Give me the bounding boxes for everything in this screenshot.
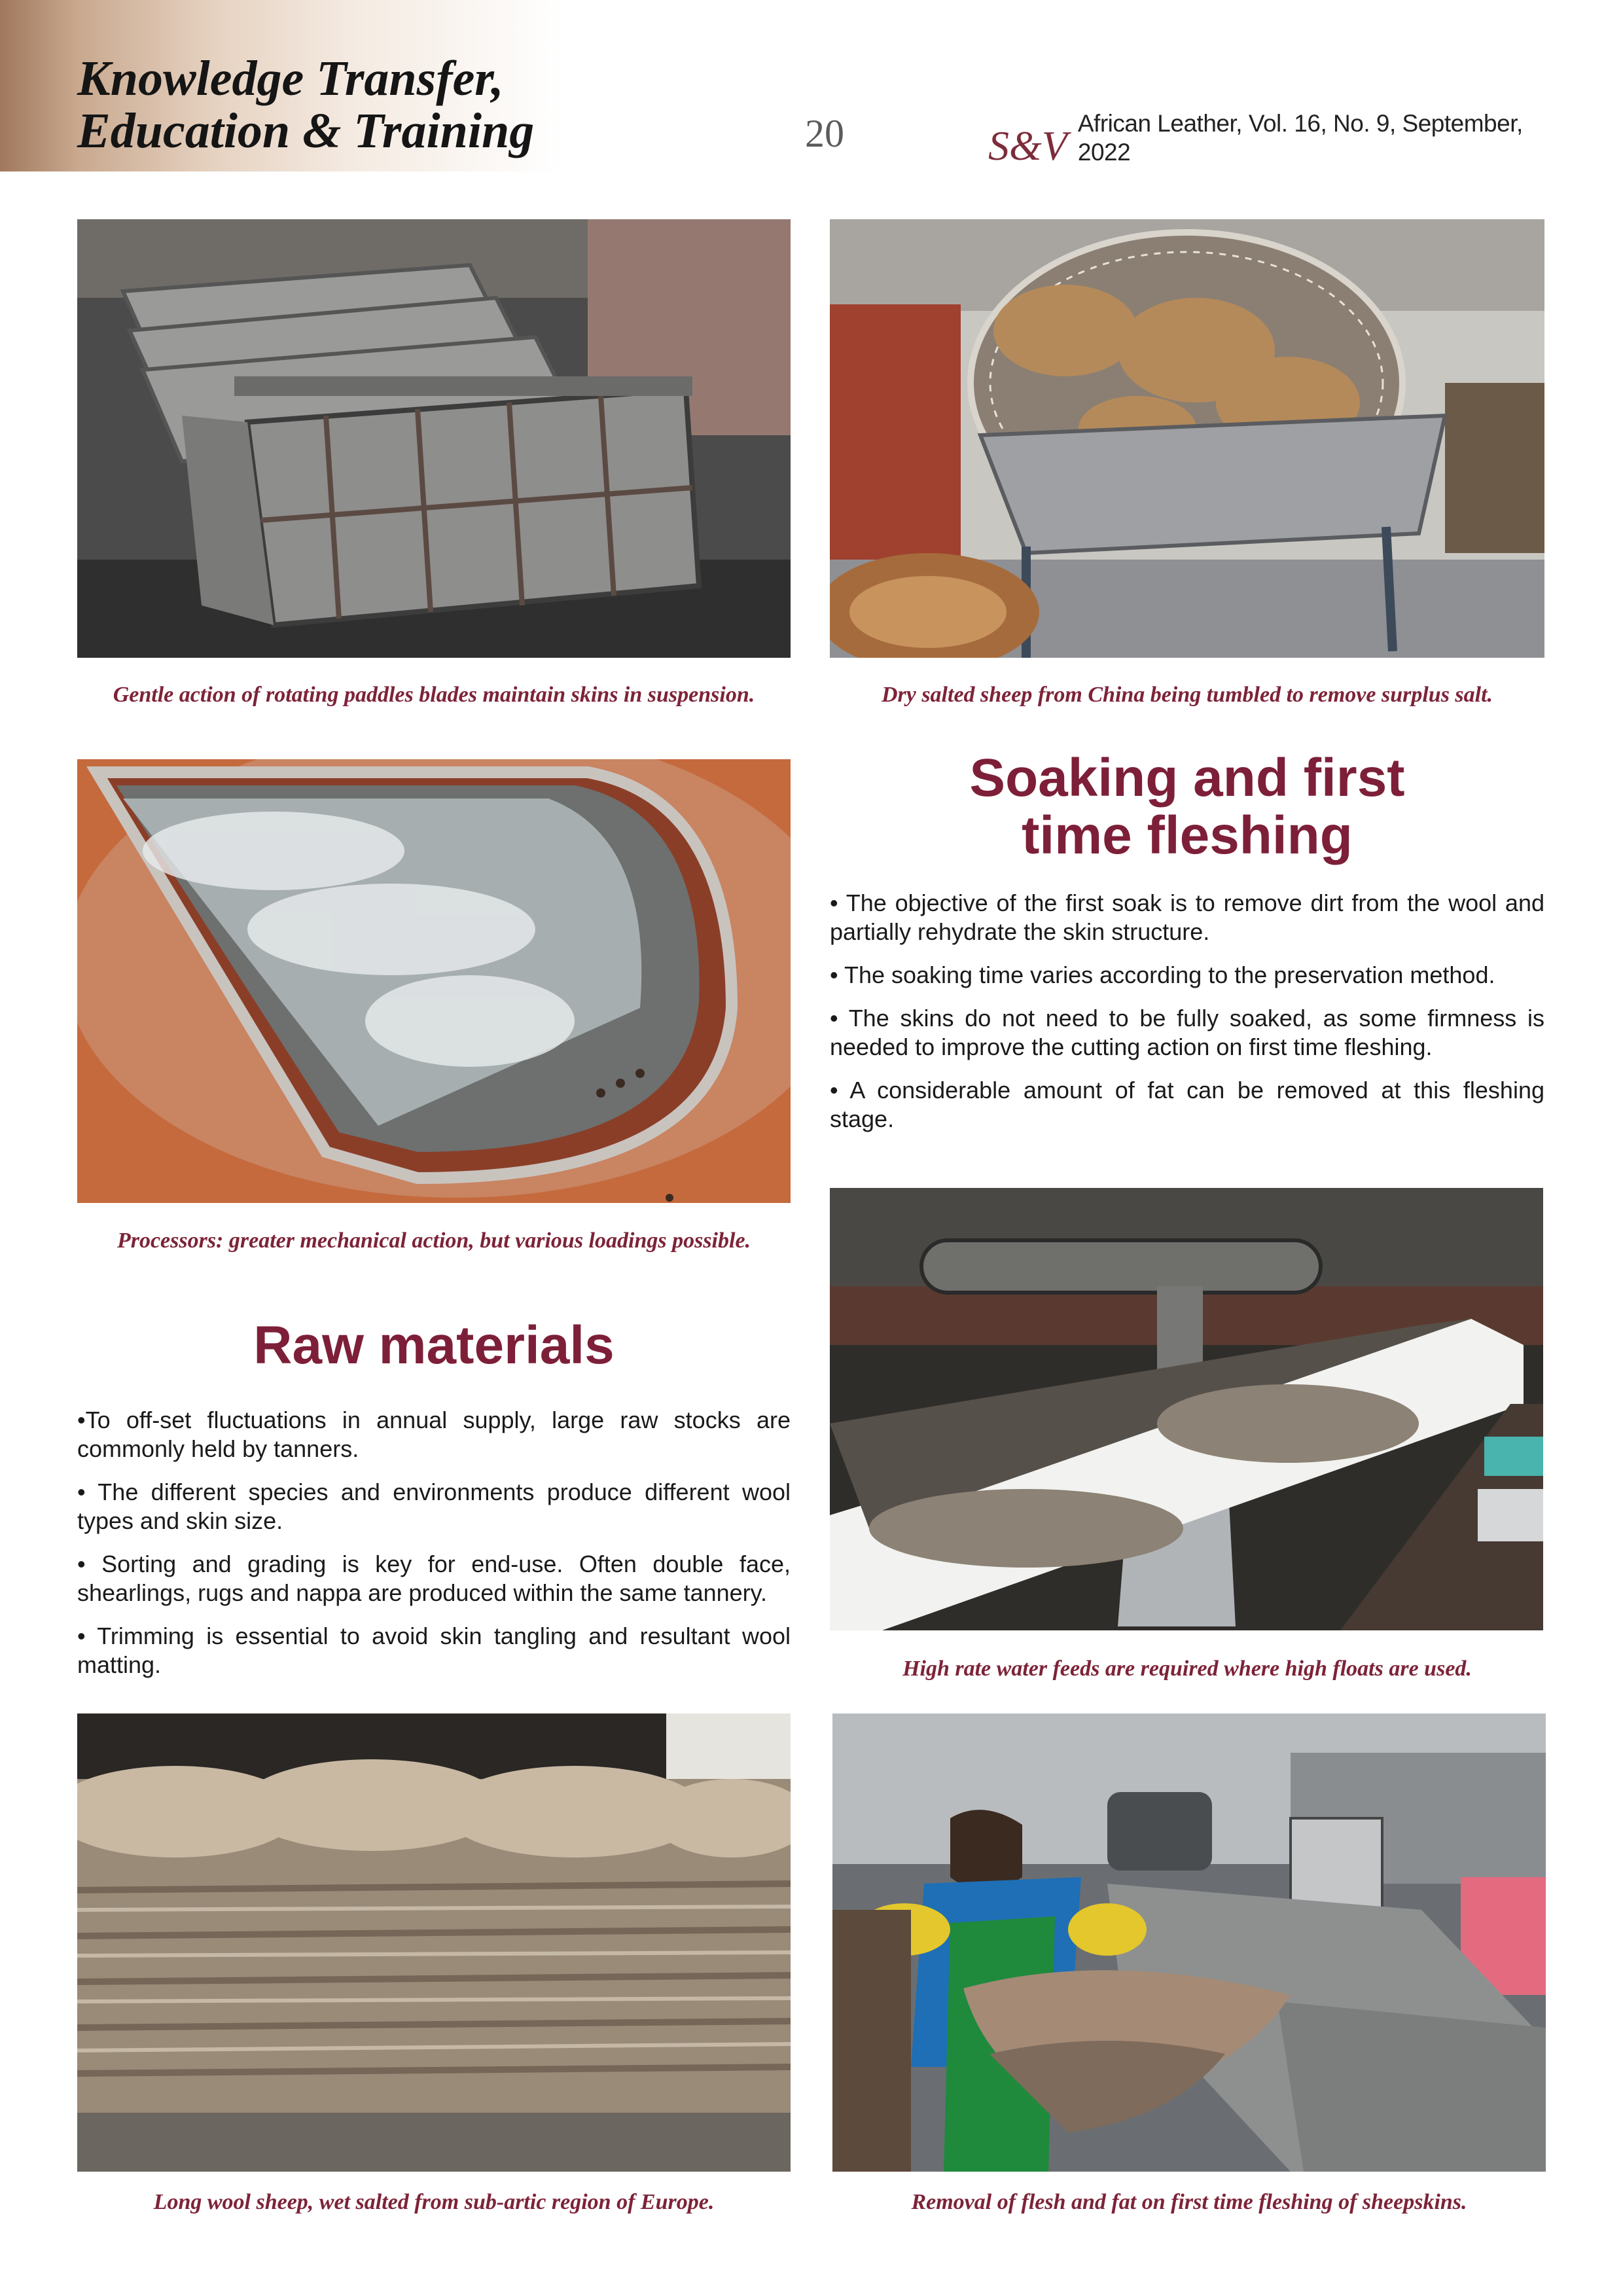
- photo-processor: [77, 759, 791, 1203]
- photo-water-feed: [830, 1188, 1543, 1630]
- raw-materials-point: • Sorting and grading is key for end-use. Often double face, shearlings, rugs and nappa are produced within the same tannery.: [77, 1551, 791, 1606]
- page-number: 20: [805, 112, 844, 155]
- caption-fleshing: Removal of flesh and fat on first time fleshing of sheepskins.: [911, 2190, 1467, 2214]
- raw-materials-points: [77, 1406, 791, 1694]
- caption-wool-stack: Long wool sheep, wet salted from sub-artic region of Europe.: [153, 2190, 715, 2214]
- heading-soaking-line2: time fleshing: [1022, 806, 1353, 865]
- soaking-point: • The soaking time varies according to the preservation method.: [830, 961, 1495, 988]
- soaking-points: [830, 889, 1544, 1148]
- photo-wool-stack: [77, 1713, 791, 2172]
- journal-reference: African Leather, Vol. 16, No. 9, September, 2022: [1077, 110, 1523, 166]
- section-title: [77, 52, 575, 157]
- raw-materials-point: •To off-set fluctuations in annual supply, large raw stocks are commonly held by tanners.: [77, 1407, 791, 1462]
- section-title-line1: Knowledge Transfer,: [77, 51, 504, 106]
- journal-logo: S&V: [988, 122, 1067, 169]
- heading-soaking-line1: Soaking and first: [969, 748, 1405, 808]
- caption-paddle-vats: Gentle action of rotating paddles blades maintain skins in suspension.: [113, 683, 755, 707]
- caption-processor: Processors: greater mechanical action, but various loadings possible.: [116, 1229, 751, 1253]
- heading-raw-materials: Raw materials: [253, 1316, 615, 1375]
- soaking-point: • A considerable amount of fat can be removed at this fleshing stage.: [830, 1077, 1544, 1132]
- journal-reference-block: [988, 108, 1564, 167]
- photo-salt-tumbler: [830, 219, 1544, 658]
- section-title-line2: Education & Training: [77, 103, 535, 158]
- soaking-point: • The objective of the first soak is to remove dirt from the wool and partially rehydrate the skin structure.: [830, 889, 1544, 945]
- raw-materials-point: • Trimming is essential to avoid skin tangling and resultant wool matting.: [77, 1623, 791, 1678]
- raw-materials-point: • The different species and environments produce different wool types and skin size.: [77, 1479, 791, 1534]
- photo-paddle-vats: [77, 219, 791, 658]
- soaking-point: • The skins do not need to be fully soaked, as some firmness is needed to improve the cutting action on first time fleshing.: [830, 1005, 1544, 1060]
- caption-water-feed: High rate water feeds are required where high floats are used.: [902, 1657, 1472, 1681]
- caption-salt-tumbler: Dry salted sheep from China being tumbled to remove surplus salt.: [881, 683, 1493, 707]
- photo-fleshing: [832, 1713, 1546, 2172]
- heading-soaking: [830, 749, 1544, 865]
